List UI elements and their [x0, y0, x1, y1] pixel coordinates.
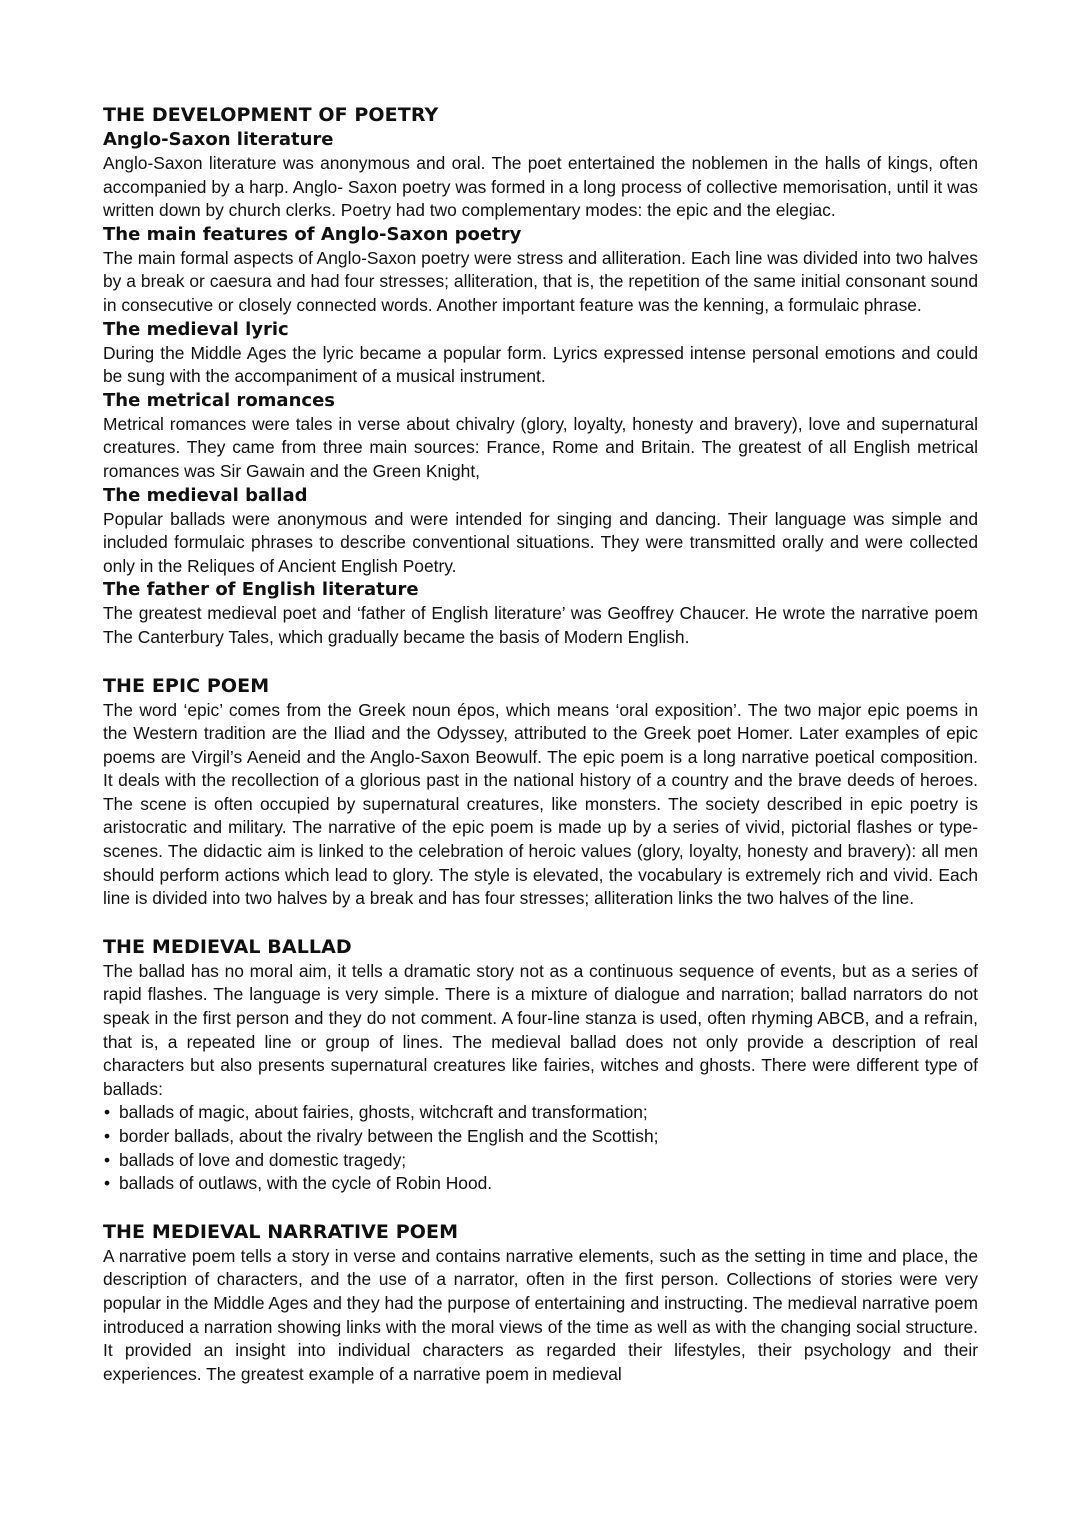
section-spacer [103, 911, 978, 934]
ballad-types-list [103, 1101, 978, 1195]
list-item: • ballads of love and domestic tragedy; [103, 1149, 978, 1173]
paragraph-medieval-lyric: During the Middle Ages the lyric became a popular form. Lyrics expressed intense personal emotions and could be sung with the accompaniment of a musical instrument. [103, 342, 978, 387]
subheading-medieval-lyric: The medieval lyric [103, 318, 289, 340]
subheading-father-of-english-literature: The father of English literature [103, 579, 419, 601]
subheading-anglo-saxon-literature: Anglo-Saxon literature [103, 129, 334, 150]
subheading-medieval-ballad: The medieval ballad [103, 484, 308, 506]
section-epic-poem [103, 673, 978, 911]
paragraph-epic-poem: The word ‘epic’ comes from the Greek noun épos, which means ‘oral exposition’. The two major epic poems in the Western tradition are the Iliad and the Odyssey, attributed to the Greek poet Homer. Later examples of epic poems are Virgil’s Aeneid and the Anglo-Saxon Beowulf. The epic poem is a long narrative poetical composition. It deals with the recollection of a glorious past in the national history of a country and the brave deeds of heroes. The scene is often occupied by supernatural creatures, like monsters. The society described in epic poetry is aristocratic and military. The narrative of the epic poem is made up by a series of vivid, pictorial flashes or type-scenes. The didactic aim is linked to the celebration of heroic values (glory, loyalty, honesty and bravery): all men should perform actions which lead to glory. The style is elevated, the vocabulary is extremely rich and vivid. Each line is divided into two halves by a break and has four stresses; alliteration links the two halves of the line. [103, 699, 978, 909]
section-spacer [103, 1196, 978, 1219]
document-page [103, 102, 978, 1386]
paragraph-metrical-romances: Metrical romances were tales in verse about chivalry (glory, loyalty, honesty and bravery), love and supernatural creatures. They came from three main sources: France, Rome and Britain. The greatest of all English metrical romances was Sir Gawain and the Green Knight, [103, 413, 978, 481]
subheading-metrical-romances: The metrical romances [103, 389, 335, 411]
section-title: THE DEVELOPMENT OF POETRY [103, 104, 439, 126]
section-spacer [103, 650, 978, 673]
paragraph-main-features: The main formal aspects of Anglo-Saxon poetry were stress and alliteration. Each line was divided into two halves by a break or caesura and had four stresses; alliteration, that is, the repetition of the same initial consonant sound in consecutive or closely connected words. Another important feature was the kenning, a formulaic phrase. [103, 247, 978, 315]
section-title: THE MEDIEVAL BALLAD [103, 935, 352, 958]
list-item: • ballads of magic, about fairies, ghosts, witchcraft and transformation; [103, 1101, 978, 1125]
paragraph-medieval-narrative-poem: A narrative poem tells a story in verse and contains narrative elements, such as the setting in time and place, the description of characters, and the use of a narrator, often in the first person. Collections of stories were very popular in the Middle Ages and they had the purpose of entertaining and instructing. The medieval narrative poem introduced a narration showing links with the moral views of the time as well as with the changing social structure. It provided an insight into individual characters as regarded their lifestyles, their psychology and their experiences. The greatest example of a narrative poem in medieval [103, 1245, 978, 1384]
list-item: • border ballads, about the rivalry between the English and the Scottish; [103, 1125, 978, 1149]
section-title: THE MEDIEVAL NARRATIVE POEM [103, 1220, 459, 1243]
section-title: THE EPIC POEM [103, 674, 270, 697]
section-medieval-ballad [103, 934, 978, 1196]
section-development-of-poetry [103, 102, 978, 650]
list-item: • ballads of outlaws, with the cycle of Robin Hood. [103, 1172, 978, 1196]
paragraph-medieval-ballad-description: The ballad has no moral aim, it tells a dramatic story not as a continuous sequence of events, but as a series of rapid flashes. The language is very simple. There is a mixture of dialogue and narration; ballad narrators do not speak in the first person and they do not comment. A four-line stanza is used, often rhyming ABCB, and a refrain, that is, a repeated line or group of lines. The medieval ballad does not only provide a description of real characters but also presents supernatural creatures like fairies, witches and ghosts. There were different type of ballads: [103, 960, 978, 1099]
section-medieval-narrative-poem [103, 1219, 978, 1387]
paragraph-anglo-saxon-literature: Anglo-Saxon literature was anonymous and oral. The poet entertained the noblemen in the halls of kings, often accompanied by a harp. Anglo- Saxon poetry was formed in a long process of collective memorisation, until it was written down by church clerks. Poetry had two complementary modes: the epic and the elegiac. [103, 153, 978, 221]
subheading-main-features: The main features of Anglo-Saxon poetry [103, 223, 522, 245]
paragraph-father-of-english-literature: The greatest medieval poet and ‘father of English literature’ was Geoffrey Chaucer. He wrote the narrative poem The Canterbury Tales, which gradually became the basis of Modern English. [103, 603, 978, 647]
paragraph-medieval-ballad: Popular ballads were anonymous and were intended for singing and dancing. Their language was simple and included formulaic phrases to describe conventional situations. They were transmitted orally and were collected only in the Reliques of Ancient English Poetry. [103, 508, 978, 576]
